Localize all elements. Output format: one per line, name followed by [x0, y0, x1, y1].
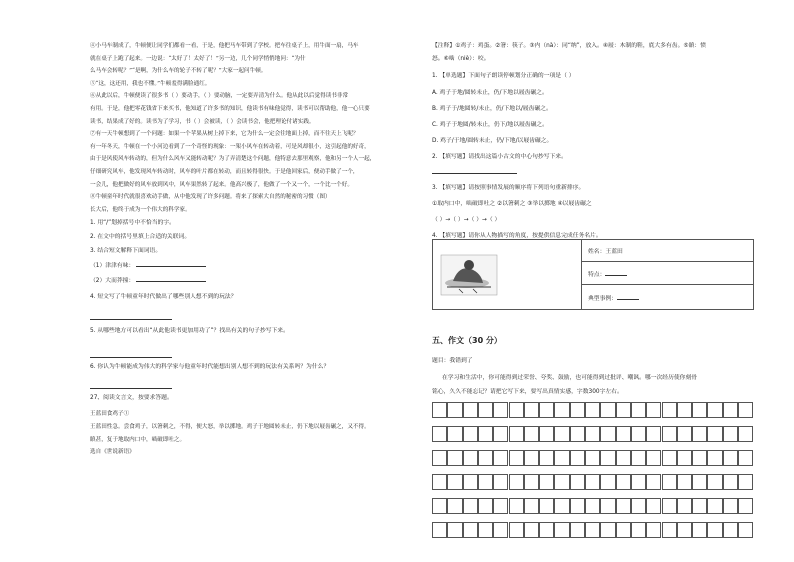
question-3-2: [90, 275, 420, 287]
grid-cell[interactable]: [723, 474, 738, 490]
classical-text: 瞋甚，复于地取内口中，啮破即吐之。: [90, 436, 186, 443]
grid-cell[interactable]: [677, 498, 692, 514]
grid-cell[interactable]: [463, 474, 478, 490]
passage-para: 仔细研究风车，他发现风车转动时，风车的叶片都在转动，而且转得很快。于是他回家后，便动手做了一个，: [90, 168, 359, 175]
grid-cell[interactable]: [478, 450, 493, 466]
grid-cell[interactable]: [463, 402, 478, 418]
grid-cell[interactable]: [692, 474, 707, 490]
grid-cell[interactable]: [662, 426, 677, 442]
grid-row: [432, 450, 754, 466]
grid-cell[interactable]: [432, 450, 447, 466]
grid-cell[interactable]: [723, 522, 738, 538]
rq-1: 1. 【单选题】下面句子朗读停顿划分正确的一项是（ ）: [432, 73, 575, 79]
grid-cell[interactable]: [723, 450, 738, 466]
grid-cell[interactable]: [539, 474, 554, 490]
grid-cell[interactable]: [524, 402, 539, 418]
grid-cell[interactable]: [432, 522, 447, 538]
section-title: 五、作文（30 分）: [432, 336, 502, 345]
grid-cell[interactable]: [692, 450, 707, 466]
grid-cell[interactable]: [616, 522, 631, 538]
grid-cell[interactable]: [677, 474, 692, 490]
grid-row: [432, 474, 754, 490]
grid-cell[interactable]: [447, 522, 462, 538]
grid-cell[interactable]: [707, 498, 722, 514]
grid-cell[interactable]: [738, 522, 753, 538]
grid-cell[interactable]: [600, 402, 615, 418]
grid-cell[interactable]: [478, 402, 493, 418]
grid-cell[interactable]: [570, 522, 585, 538]
grid-cell[interactable]: [493, 498, 508, 514]
grid-cell[interactable]: [662, 498, 677, 514]
passage-para: 长大后，他终于成为一个伟大的科学家。: [90, 206, 191, 213]
grid-cell[interactable]: [692, 426, 707, 442]
grid-cell[interactable]: [646, 498, 661, 514]
grid-cell[interactable]: [616, 402, 631, 418]
grid-cell[interactable]: [631, 498, 646, 514]
grid-cell[interactable]: [509, 450, 524, 466]
grid-cell[interactable]: [509, 426, 524, 442]
question-6: 6. 你认为牛顿能成为伟大的科学家与他童年时代能想出别人想不到的玩法有关系吗？为什么？: [90, 364, 330, 371]
grid-row: [432, 402, 754, 418]
grid-cell[interactable]: [600, 426, 615, 442]
grid-cell[interactable]: [692, 522, 707, 538]
rq-3: 3. 【填写题】请按照事情发展的顺序将下列语句重新排序。: [432, 185, 585, 191]
answer-blank[interactable]: [90, 382, 172, 389]
grid-cell[interactable]: [646, 450, 661, 466]
grid-cell[interactable]: [478, 522, 493, 538]
grid-cell[interactable]: [738, 474, 753, 490]
left-column: [90, 40, 420, 459]
question-27: 27、阅读文言文，按要求答题。: [90, 395, 173, 402]
grid-cell[interactable]: [677, 402, 692, 418]
grid-cell[interactable]: [447, 498, 462, 514]
grid-cell[interactable]: [463, 450, 478, 466]
grid-cell[interactable]: [585, 426, 600, 442]
option-d[interactable]: D. 鸡子/于地/圆转未止，仍/下地/以屐齿碾之。: [432, 138, 553, 144]
passage-para: ⑥从此以后，牛顿便读了很多书（ ）要动手，（ ）要动脑，一定要弄清为什么。他从此以后觉得读书非常: [90, 93, 349, 100]
notes-line: 【注释】①鸡子：鸡蛋。②箸：筷子。③内（nà）：同“纳”，放入。④屐：木制的鞋，底大多有齿。⑤瞋：愤: [432, 43, 706, 49]
grid-cell[interactable]: [585, 474, 600, 490]
grid-cell[interactable]: [493, 474, 508, 490]
grid-cell[interactable]: [738, 450, 753, 466]
grid-cell[interactable]: [662, 402, 677, 418]
card-image-cell: [433, 240, 582, 310]
answer-blank[interactable]: [605, 269, 627, 276]
grid-cell[interactable]: [585, 498, 600, 514]
classical-title: 王蓝田食鸡子①: [90, 411, 130, 418]
classical-source: 选自《世说新语》: [90, 449, 135, 456]
grid-cell[interactable]: [692, 498, 707, 514]
grid-cell[interactable]: [600, 474, 615, 490]
grid-cell[interactable]: [432, 498, 447, 514]
grid-cell[interactable]: [646, 426, 661, 442]
grid-cell[interactable]: [585, 522, 600, 538]
grid-cell[interactable]: [616, 498, 631, 514]
rq-2: 2. 【填写题】请找出这篇小古文的中心句抄写下来。: [432, 154, 567, 160]
grid-cell[interactable]: [524, 474, 539, 490]
grid-cell[interactable]: [585, 450, 600, 466]
rq-4: 4. 【填写题】请你从人物描写的角度，按提供信息完成任务名片。: [432, 233, 602, 239]
grid-row: [432, 426, 754, 442]
grid-cell[interactable]: [707, 522, 722, 538]
notes-line: 怒。⑥啮（niè）：咬。: [432, 56, 490, 62]
essay-prompt: 在学习和生活中，你可能得到过荣誉、夸奖、鼓励，也可能得到过批评、嘲讽。哪一次经历使你刻骨: [442, 375, 698, 381]
passage-para: 读书，结果成了好的。读书为了学习，书（ ）会被读，（ ）会读书会，他把理论付诸实践。: [90, 118, 315, 125]
grid-cell[interactable]: [738, 402, 753, 418]
grid-cell[interactable]: [616, 426, 631, 442]
grid-cell[interactable]: [692, 402, 707, 418]
passage-para: 有用。于是，他把零花钱省下来买书，他知道了许多书的知识，他读书有味他觉得，读书可以帮助他，他一心只要: [90, 105, 370, 112]
question-3-2-label: （2）大而莽撞：: [90, 278, 135, 285]
grid-cell[interactable]: [463, 498, 478, 514]
passage-para: ⑤“这，这还用，我也不懂。”牛顿羞得满脸通红。: [90, 80, 211, 87]
grid-cell[interactable]: [585, 402, 600, 418]
grid-cell[interactable]: [570, 474, 585, 490]
grid-cell[interactable]: [570, 402, 585, 418]
grid-cell[interactable]: [554, 522, 569, 538]
grid-cell[interactable]: [738, 426, 753, 442]
card-name: 姓名：王蓝田: [582, 240, 754, 262]
grid-cell[interactable]: [600, 498, 615, 514]
grid-cell[interactable]: [493, 522, 508, 538]
grid-cell[interactable]: [509, 402, 524, 418]
grid-cell[interactable]: [646, 402, 661, 418]
grid-cell[interactable]: [646, 474, 661, 490]
classical-text: 王蓝田性急。尝食鸡子，以箸刺之，不得，便大怒，举以掷地。鸡子于地圆转未止，仍下地以屐齿碾之，又不得。: [90, 423, 370, 430]
grid-cell[interactable]: [723, 402, 738, 418]
grid-cell[interactable]: [554, 426, 569, 442]
question-5: 5. 从哪些地方可以看出“从此他读书更加用功了”？找出有关的句子抄写下来。: [90, 328, 289, 335]
question-3-1-label: （1）津津有味：: [90, 263, 135, 270]
passage-para: ⑧牛顿童年时代就很喜欢动手做，从中他发现了许多问题。将来了探索大自然的秘密的习惯（图）: [90, 194, 331, 201]
grid-cell[interactable]: [662, 450, 677, 466]
grid-cell[interactable]: [723, 426, 738, 442]
grid-cell[interactable]: [539, 450, 554, 466]
grid-cell[interactable]: [631, 474, 646, 490]
grid-cell[interactable]: [707, 450, 722, 466]
passage-para: ④小马车制成了，牛顿便让同学们都看一看，于是，他把马车带到了学校。把车往桌子上，用牛面一扇，马车: [90, 43, 359, 49]
answer-blank[interactable]: [617, 293, 639, 300]
grid-cell[interactable]: [554, 402, 569, 418]
grid-cell[interactable]: [447, 402, 462, 418]
grid-cell[interactable]: [570, 426, 585, 442]
grid-cell[interactable]: [447, 426, 462, 442]
grid-cell[interactable]: [447, 450, 462, 466]
answer-blank[interactable]: [90, 351, 172, 358]
grid-cell[interactable]: [723, 498, 738, 514]
option-a[interactable]: A. 鸡子于地/圆转未止，仍/下地以屐齿碾之。: [432, 90, 548, 96]
question-3: 3. 结合短文解释下面词语。: [90, 248, 162, 255]
card-trait: 特点：: [588, 271, 606, 278]
grid-cell[interactable]: [539, 402, 554, 418]
card-example-cell: [582, 285, 754, 310]
grid-cell[interactable]: [432, 474, 447, 490]
option-b[interactable]: B. 鸡子于/地圆转/未止，仍/下地以/屐齿碾之。: [432, 106, 552, 112]
answer-blank[interactable]: [136, 260, 206, 267]
rq-3-order[interactable]: （ ）→（ ）→（ ）→（ ）: [432, 217, 501, 223]
grid-cell[interactable]: [478, 426, 493, 442]
grid-cell[interactable]: [646, 522, 661, 538]
question-1: 1. 用“/”划掉括号中不恰当的字。: [90, 220, 175, 227]
grid-cell[interactable]: [707, 426, 722, 442]
grid-cell[interactable]: [631, 426, 646, 442]
character-illustration: [439, 253, 499, 297]
grid-cell[interactable]: [509, 474, 524, 490]
grid-row: [432, 498, 754, 514]
essay-prompt: 铭心，久久不能忘记？请把它写下来，要写出真情实感，字数300字左右。: [432, 389, 623, 395]
grid-cell[interactable]: [707, 474, 722, 490]
grid-cell[interactable]: [524, 426, 539, 442]
grid-row: [432, 522, 754, 538]
grid-cell[interactable]: [554, 450, 569, 466]
grid-cell[interactable]: [539, 498, 554, 514]
grid-cell[interactable]: [493, 402, 508, 418]
passage-para: 由于是风使风车转动的，但为什么风车又能转动呢？为了弄清楚这个问题，他特意去那里观察，他和另一个人一起，: [90, 156, 376, 163]
character-card: [432, 239, 754, 310]
grid-cell[interactable]: [738, 498, 753, 514]
grid-cell[interactable]: [493, 426, 508, 442]
passage-para: 有一年冬天，牛顿在一个小河边看到了一个奇怪的现象：一架小风车在转动着，可是风却很小，这引起他的好奇，: [90, 143, 370, 150]
grid-cell[interactable]: [677, 522, 692, 538]
card-trait-cell: [582, 262, 754, 285]
grid-cell[interactable]: [631, 450, 646, 466]
passage-para: ⑦有一天牛顿想到了一个问题：如果一个苹果从树上掉下来，它为什么一定会往地面上掉，而不往天上飞呢？: [90, 131, 359, 138]
passage-para: 一会儿，他把做好的风车放到风中，风车果然转了起来。他高兴极了，他做了一个又一个，一个比一个好。: [90, 181, 353, 188]
grid-cell[interactable]: [524, 498, 539, 514]
grid-cell[interactable]: [463, 522, 478, 538]
grid-cell[interactable]: [631, 402, 646, 418]
grid-cell[interactable]: [524, 450, 539, 466]
grid-cell[interactable]: [677, 426, 692, 442]
grid-cell[interactable]: [662, 522, 677, 538]
grid-cell[interactable]: [554, 474, 569, 490]
question-4: 4. 短文写了牛顿童年时代做出了哪些别人想不到的玩法？: [90, 294, 237, 301]
grid-cell[interactable]: [478, 498, 493, 514]
grid-cell[interactable]: [616, 450, 631, 466]
passage-para: 就在桌子上跑了起来。一边说：“太好了！太好了！”另一边，几个同学悄悄地问：“为什: [90, 55, 306, 62]
grid-cell[interactable]: [463, 426, 478, 442]
essay-topic: 题目：我错到了: [432, 358, 473, 364]
grid-cell[interactable]: [432, 426, 447, 442]
grid-cell[interactable]: [539, 522, 554, 538]
rq-3-items: ①取内口中，啮破即吐之 ②以箸刺之 ③举以掷地 ④以屐齿碾之: [432, 201, 592, 207]
grid-cell[interactable]: [509, 498, 524, 514]
grid-cell[interactable]: [662, 474, 677, 490]
option-c[interactable]: C. 鸡子于地圆/转未止，仍下/地以屐齿碾之。: [432, 122, 548, 128]
grid-cell[interactable]: [509, 522, 524, 538]
grid-cell[interactable]: [432, 402, 447, 418]
passage-para: 么马车会转呢？”“是啊，为什么车的轮子不转了呢？”大家一起问牛顿。: [90, 68, 267, 75]
grid-cell[interactable]: [447, 474, 462, 490]
question-2: 2. 在文中的括号里填上合适的关联词。: [90, 234, 191, 241]
grid-cell[interactable]: [707, 402, 722, 418]
grid-cell[interactable]: [600, 522, 615, 538]
grid-cell[interactable]: [539, 426, 554, 442]
grid-cell[interactable]: [631, 522, 646, 538]
grid-cell[interactable]: [478, 474, 493, 490]
grid-cell[interactable]: [570, 450, 585, 466]
answer-blank[interactable]: [90, 313, 172, 320]
grid-cell[interactable]: [600, 450, 615, 466]
question-3-1: [90, 260, 420, 272]
grid-cell[interactable]: [677, 450, 692, 466]
grid-cell[interactable]: [616, 474, 631, 490]
grid-cell[interactable]: [554, 498, 569, 514]
answer-blank[interactable]: [136, 275, 206, 282]
grid-cell[interactable]: [493, 450, 508, 466]
grid-cell[interactable]: [570, 498, 585, 514]
answer-blank[interactable]: [432, 173, 517, 174]
grid-cell[interactable]: [524, 522, 539, 538]
card-example: 典型事例：: [588, 295, 617, 302]
